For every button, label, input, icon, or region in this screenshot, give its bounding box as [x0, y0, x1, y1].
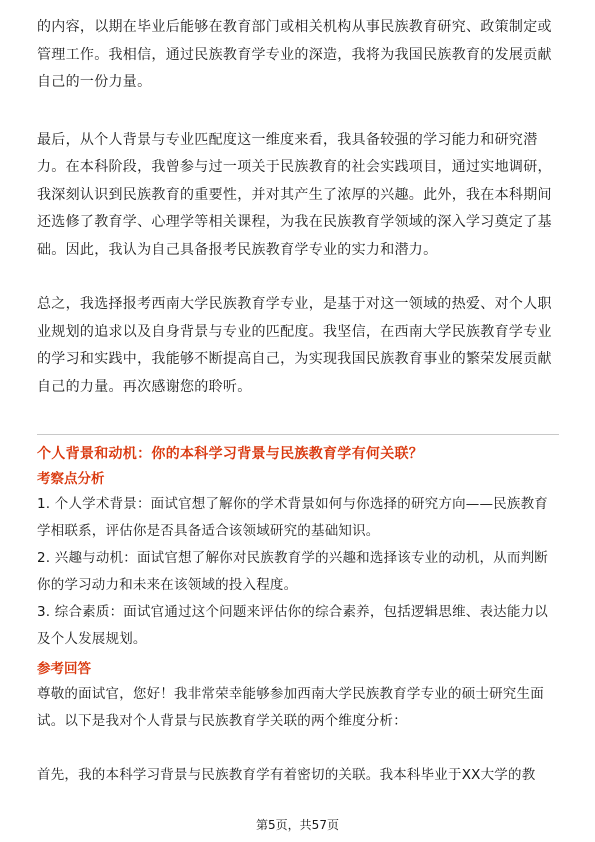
- analysis-heading: 考察点分析: [37, 471, 105, 487]
- analysis-item-2: 2. 兴趣与动机：面试官想了解你对民族教育学的兴趣和选择该专业的动机，从而判断你的学习动力和未来在该领域的投入程度。: [37, 550, 548, 593]
- page-number: 第5页，共57页: [256, 818, 339, 832]
- paragraph-2: 最后，从个人背景与专业匹配度这一维度来看，我具备较强的学习能力和研究潜力。在本科阶段，我曾参与过一项关于民族教育的社会实践项目，通过实地调研，我深刻认识到民族教育的重要性，并对其产生了浓厚的兴趣。此外，我在本科期间还选修了教育学、心理学等相关课程，为我在民族教育学领域的深入学习奠定了基础。因此，我认为自己具备报考民族教育学专业的实力和潜力。: [37, 131, 552, 258]
- answer-heading: 参考回答: [37, 661, 91, 677]
- answer-paragraph-2: 首先，我的本科学习背景与民族教育学有着密切的关联。我本科毕业于XX大学的教: [37, 767, 536, 783]
- paragraph-1: 的内容，以期在毕业后能够在教育部门或相关机构从事民族教育研究、政策制定或管理工作。我相信，通过民族教育学专业的深造，我将为我国民族教育的发展贡献自己的一份力量。: [37, 19, 552, 90]
- body-text: [37, 14, 559, 401]
- analysis-item-3: 3. 综合素质：面试官通过这个问题来评估你的综合素养，包括逻辑思维、表达能力以及个人发展规划。: [37, 604, 548, 647]
- answer-paragraph-1: 尊敬的面试官，您好！我非常荣幸能够参加西南大学民族教育学专业的硕士研究生面试。以下是我对个人背景与民族教育学关联的两个维度分析：: [37, 686, 544, 729]
- section-divider: [37, 434, 559, 435]
- paragraph-3: 总之，我选择报考西南大学民族教育学专业，是基于对这一领域的热爱、对个人职业规划的追求以及自身背景与专业的匹配度。我坚信，在西南大学民族教育学专业的学习和实践中，我能够不断提高自己，为实现我国民族教育事业的繁荣发展贡献自己的力量。再次感谢您的聆听。: [37, 296, 552, 395]
- question-section: [37, 441, 559, 789]
- question-title: 个人背景和动机：你的本科学习背景与民族教育学有何关联？: [37, 446, 424, 462]
- analysis-item-1: 1. 个人学术背景：面试官想了解你的学术背景如何与你选择的研究方向——民族教育学相联系，评估你是否具备适合该领域研究的基础知识。: [37, 496, 548, 539]
